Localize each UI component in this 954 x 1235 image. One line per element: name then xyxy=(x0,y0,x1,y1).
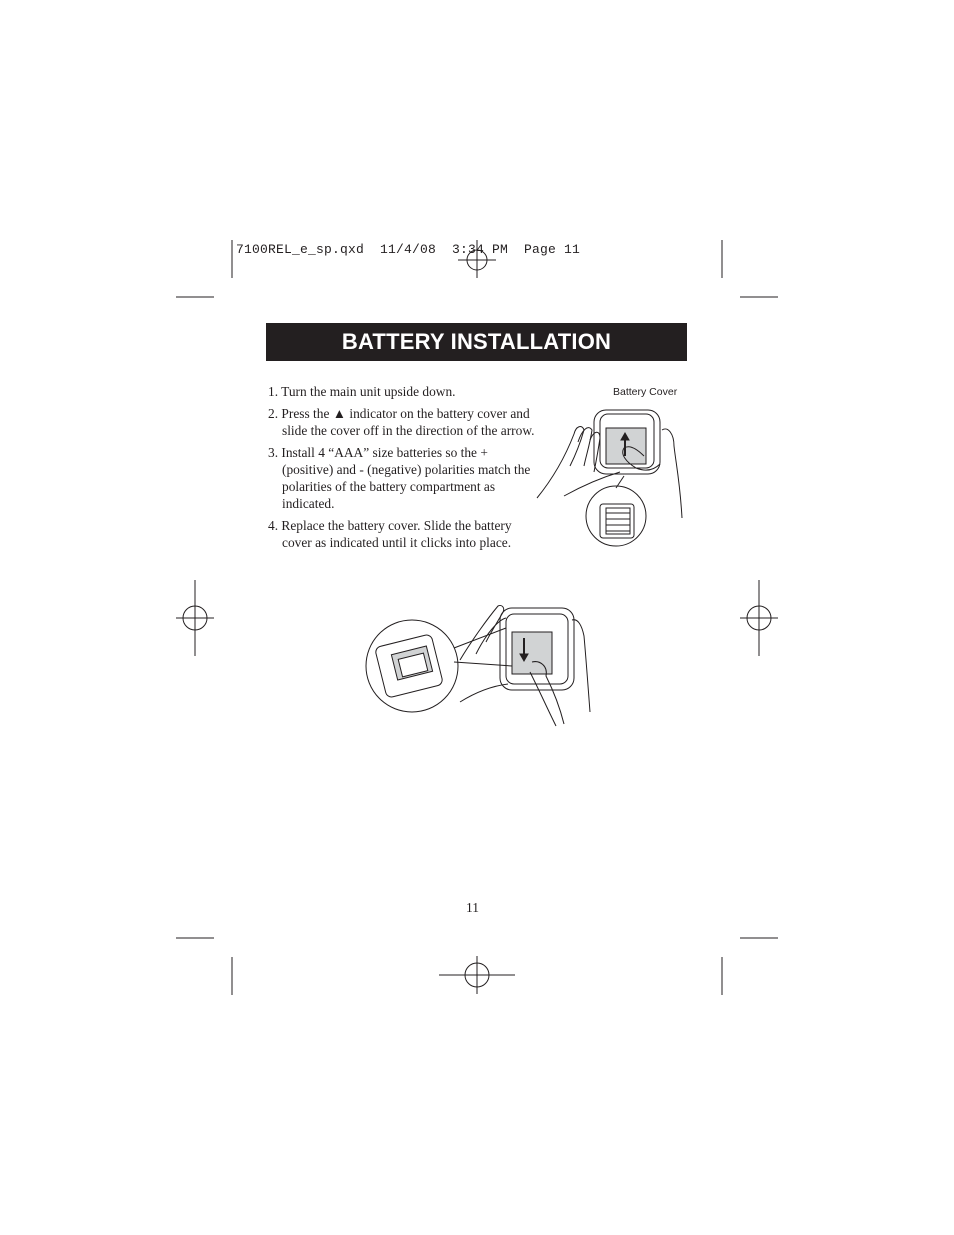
step-item xyxy=(268,405,536,439)
step-item xyxy=(268,383,536,400)
step-number: 4. xyxy=(268,518,279,533)
step-text-post: indicator on the battery cover and slide the cover off in the direction of the arrow. xyxy=(282,406,535,438)
battery-cover-label: Battery Cover xyxy=(613,386,678,398)
step-text: Replace the battery cover. Slide the battery cover as indicated until it clicks into place. xyxy=(281,518,512,550)
step-number: 1. xyxy=(268,384,279,399)
step-item xyxy=(268,517,536,551)
step-number: 3. xyxy=(268,445,279,460)
step-text: Turn the main unit upside down. xyxy=(281,384,456,399)
step-item xyxy=(268,444,536,512)
step-text: Install 4 “AAA” size batteries so the + (positive) and - (negative) polarities match the polarities of the battery compartment as indicated. xyxy=(281,445,531,511)
remove-cover-illustration xyxy=(534,400,686,560)
replace-cover-illustration xyxy=(364,600,594,730)
section-title-text: BATTERY INSTALLATION xyxy=(341,329,612,354)
up-triangle-icon: ▲ xyxy=(332,406,346,421)
step-number: 2. xyxy=(268,406,279,421)
page-number: 11 xyxy=(466,900,479,915)
section-title xyxy=(266,323,687,361)
printer-slug: 7100REL_e_sp.qxd 11/4/08 3:34 PM Page 11 xyxy=(236,242,581,257)
installation-steps xyxy=(268,383,536,556)
step-text-pre: Press the xyxy=(281,406,333,421)
